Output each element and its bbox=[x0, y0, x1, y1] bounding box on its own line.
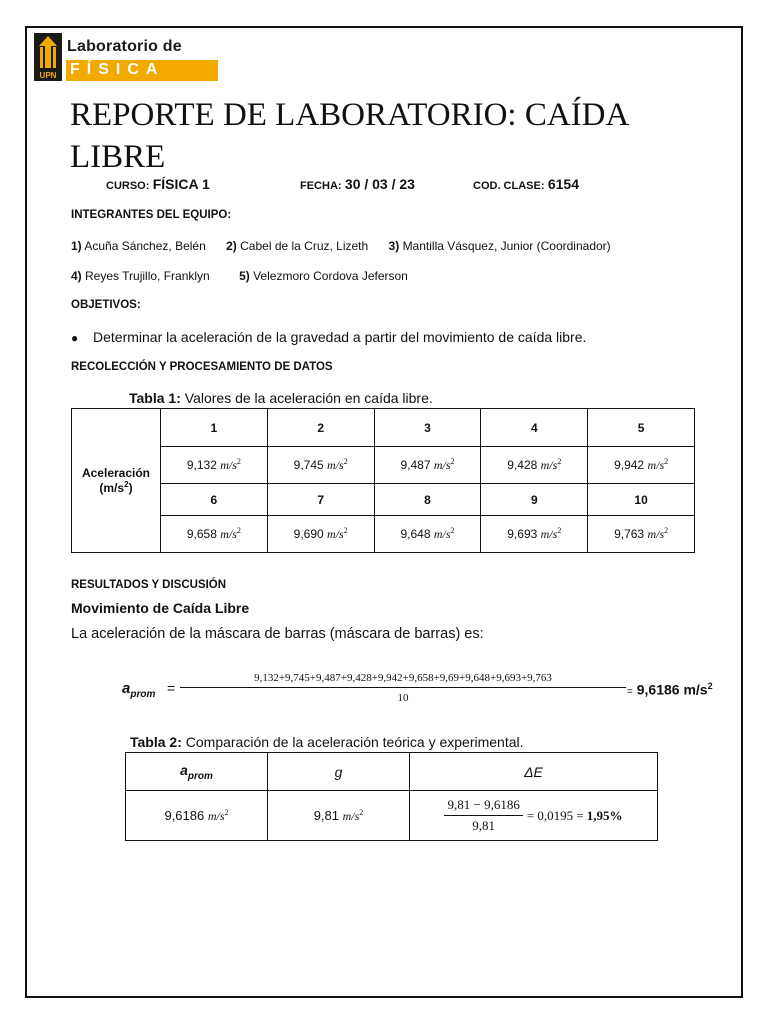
curso-field bbox=[106, 176, 210, 192]
fecha-field bbox=[300, 176, 415, 192]
fecha-label: FECHA: bbox=[300, 180, 342, 192]
results-label: RESULTADOS Y DISCUSIÓN bbox=[71, 579, 227, 591]
team-member: 4) Reyes Trujillo, Franklyn bbox=[71, 269, 210, 283]
trial-header: 5 bbox=[588, 409, 695, 447]
bullet-icon: ● bbox=[71, 331, 79, 345]
curso-value: FÍSICA 1 bbox=[152, 176, 210, 192]
delta-e-calculation: $\frac{9,81 - 9,6186}{9,81}$ = 0,0195 = 1,95% bbox=[410, 791, 658, 841]
acceleration-value: 9,648 $m/s^2$ bbox=[374, 516, 481, 553]
upn-logo-mark bbox=[34, 33, 62, 81]
acceleration-value: 9,693 $m/s^2$ bbox=[481, 516, 588, 553]
formula-lhs: $a_{prom}$ bbox=[122, 680, 156, 700]
cod-value: 6154 bbox=[547, 176, 579, 192]
aprom-value: 9,6186 $m/s^2$ bbox=[126, 791, 268, 841]
acceleration-value: 9,942 $m/s^2$ bbox=[588, 447, 695, 484]
trial-header: 4 bbox=[481, 409, 588, 447]
trial-header: 3 bbox=[374, 409, 481, 447]
team-row-2 bbox=[71, 269, 425, 283]
header-g: g bbox=[268, 753, 410, 791]
formula-equals: = bbox=[167, 680, 176, 696]
results-subheading: Movimiento de Caída Libre bbox=[71, 600, 250, 616]
average-formula bbox=[122, 672, 713, 708]
objectives-label: OBJETIVOS: bbox=[71, 299, 141, 311]
table1-caption: Tabla 1: Valores de la aceleración en caída libre. bbox=[129, 390, 433, 406]
acceleration-value: 9,428 $m/s^2$ bbox=[481, 447, 588, 484]
curso-label: CURSO: bbox=[106, 180, 150, 192]
comparison-table bbox=[125, 752, 658, 841]
acceleration-value: 9,132 $m/s^2$ bbox=[161, 447, 268, 484]
formula-numerator: 9,132+9,745+9,487+9,428+9,942+9,658+9,69+9,648+9,693+9,763 bbox=[180, 672, 626, 688]
team-label: INTEGRANTES DEL EQUIPO: bbox=[71, 209, 232, 221]
acceleration-value: 9,487 $m/s^2$ bbox=[374, 447, 481, 484]
acceleration-table bbox=[71, 408, 695, 553]
data-section-label: RECOLECCIÓN Y PROCESAMIENTO DE DATOS bbox=[71, 361, 333, 373]
team-member: 1) Acuña Sánchez, Belén bbox=[71, 239, 206, 253]
acceleration-value: 9,763 $m/s^2$ bbox=[588, 516, 695, 553]
upn-logo bbox=[34, 33, 184, 81]
arrow-up-icon bbox=[37, 35, 59, 69]
results-paragraph: La aceleración de la máscara de barras (máscara de barras) es: bbox=[71, 626, 484, 642]
logo-line2: FÍSICA bbox=[70, 61, 165, 78]
header-delta-e: ΔE bbox=[410, 753, 658, 791]
team-member: 2) Cabel de la Cruz, Lizeth bbox=[226, 239, 369, 253]
acceleration-value: 9,690 $m/s^2$ bbox=[267, 516, 374, 553]
header-aprom: $a_{prom}$ bbox=[126, 753, 268, 791]
trial-header: 1 bbox=[161, 409, 268, 447]
formula-denominator: 10 bbox=[397, 692, 409, 704]
trial-header: 6 bbox=[161, 484, 268, 516]
objective-item: ● Determinar la aceleración de la gravedad a partir del movimiento de caída libre. bbox=[71, 329, 587, 345]
trial-header: 8 bbox=[374, 484, 481, 516]
acceleration-value: 9,658 $m/s^2$ bbox=[161, 516, 268, 553]
cod-label: COD. CLASE: bbox=[473, 180, 545, 192]
logo-mark-text: UPN bbox=[39, 71, 57, 80]
cod-field bbox=[473, 176, 579, 192]
acceleration-value: 9,745 $m/s^2$ bbox=[267, 447, 374, 484]
acceleration-row-label: Aceleración $(m/s^2)$ bbox=[72, 409, 161, 553]
team-row-1 bbox=[71, 239, 628, 253]
trial-header: 9 bbox=[481, 484, 588, 516]
fecha-value: 30 / 03 / 23 bbox=[344, 176, 415, 192]
team-member: 5) Velezmoro Cordova Jeferson bbox=[239, 269, 408, 283]
trial-header: 10 bbox=[588, 484, 695, 516]
team-member: 3) Mantilla Vásquez, Junior (Coordinador) bbox=[388, 239, 611, 253]
page-title: REPORTE DE LABORATORIO: CAÍDA LIBRE bbox=[70, 97, 628, 175]
table2-caption: Tabla 2: Comparación de la aceleración teórica y experimental. bbox=[130, 734, 524, 750]
formula-result: = 9,6186 $m/s^2$ bbox=[627, 681, 713, 698]
trial-header: 2 bbox=[267, 409, 374, 447]
logo-line1: Laboratorio de bbox=[67, 38, 182, 55]
g-value: 9,81 $m/s^2$ bbox=[268, 791, 410, 841]
trial-header: 7 bbox=[267, 484, 374, 516]
